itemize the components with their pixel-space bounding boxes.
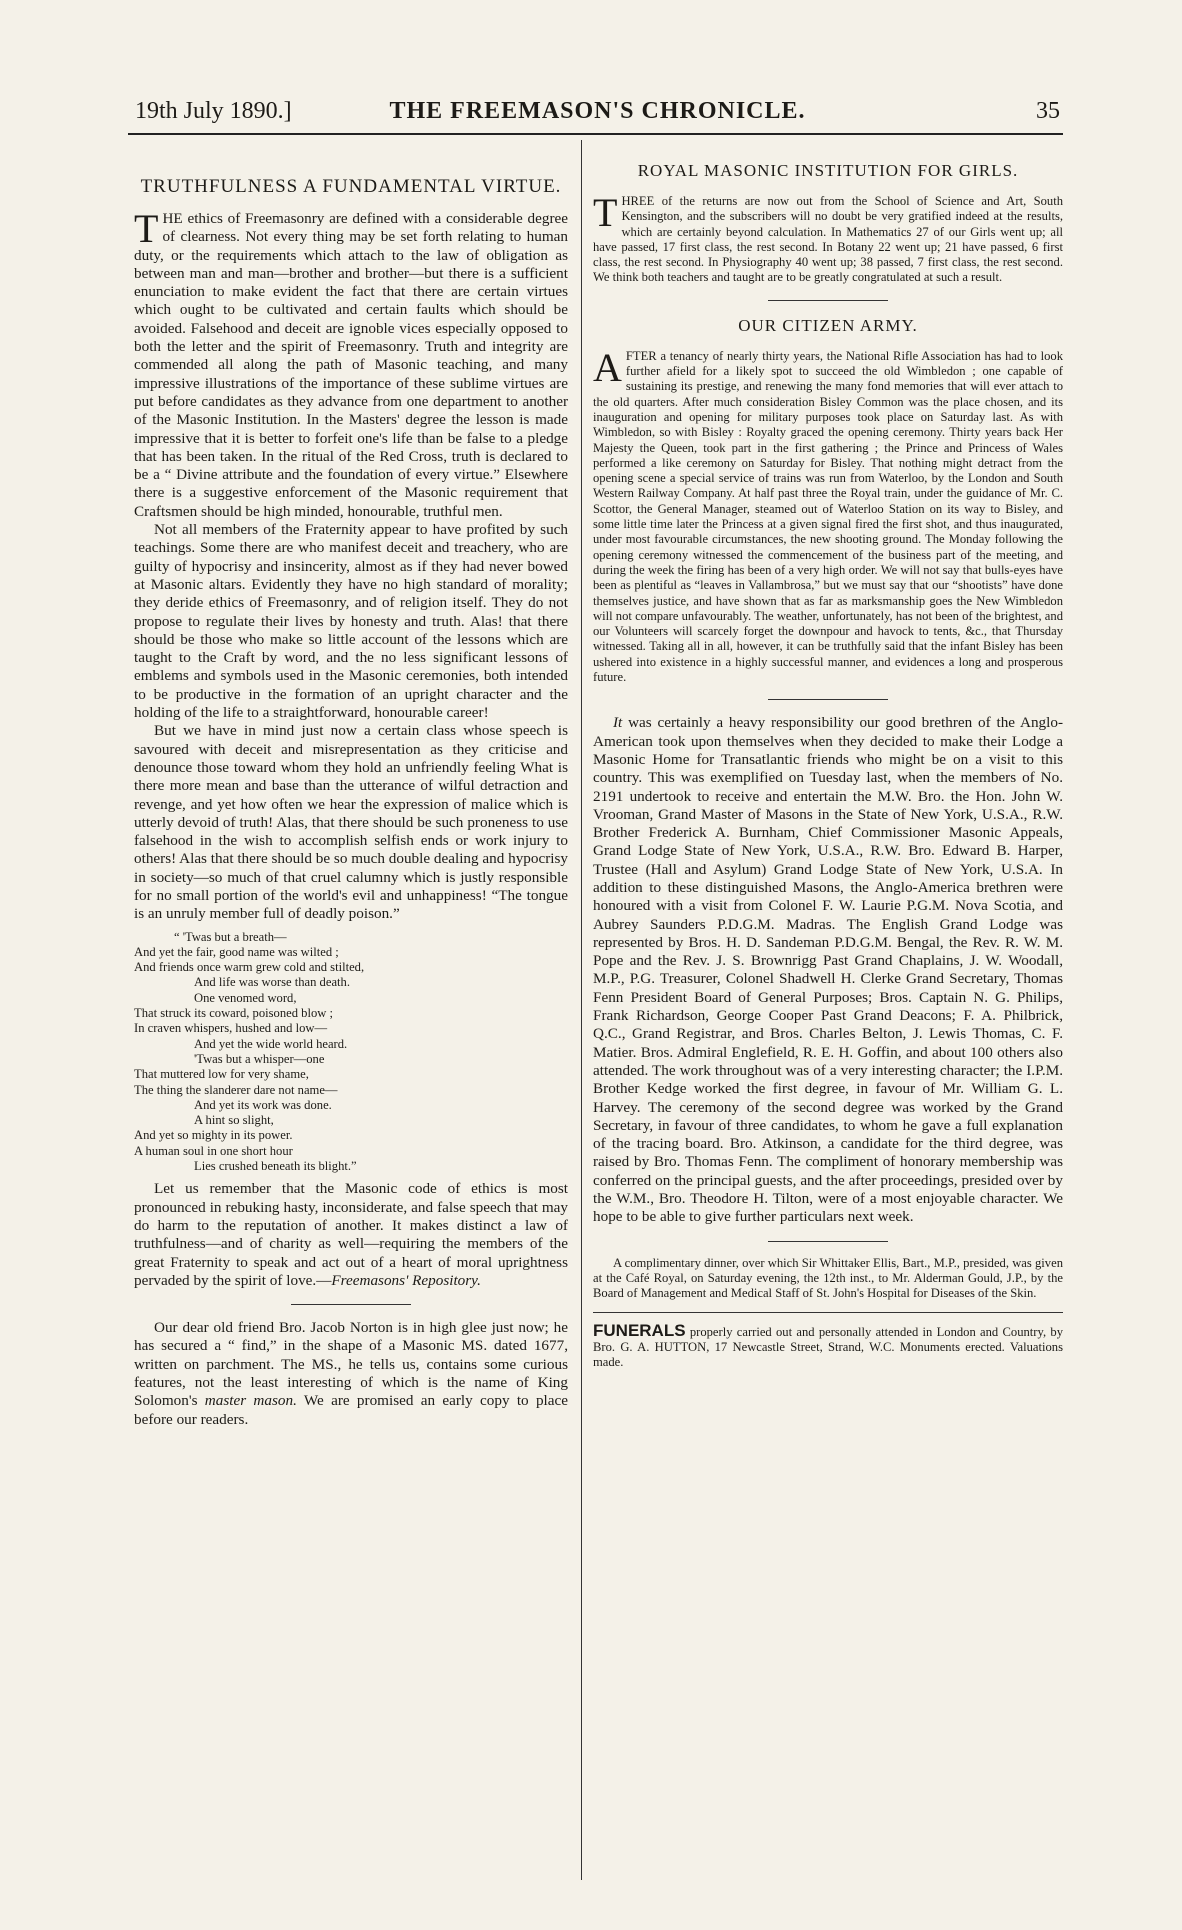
paragraph-text: Our dear old friend Bro. Jacob Norton is in high glee just now; he has secured a “ find,” in the shape of a Masonic MS. dated 1677, written on parchment. The MS., he tells us, contains some curious features, not the least interesting of which is the name of King Solomon's	[134, 1319, 568, 1410]
poem-line: The thing the slanderer dare not name—	[134, 1082, 338, 1097]
section-divider	[768, 1241, 888, 1242]
masthead	[135, 98, 1060, 138]
poem-line: And yet the fair, good name was wilted ;	[134, 944, 339, 959]
italic-text: It	[613, 714, 623, 732]
poem-line: One venomed word,	[194, 990, 297, 1005]
column-divider	[581, 140, 582, 1880]
poem	[134, 930, 568, 1175]
poem-line: And friends once warm grew cold and stilted,	[134, 960, 365, 975]
poem-line: And yet the wide world heard.	[194, 1036, 348, 1051]
poem-line: That struck its coward, poisoned blow ;	[134, 1006, 334, 1021]
right-column	[593, 160, 1063, 1370]
article-paragraph	[593, 190, 1063, 286]
drop-cap: T	[593, 190, 618, 235]
paragraph-text: FTER a tenancy of nearly thirty years, the National Rifle Association has had to look further afield for a likely spot to succeed the old Wimbledon ; one capable of sustaining its prestige, and renewing the many fond memories that will ever attach to the old quarters. After much consideration Bisley Common was the place chosen, and its inauguration and opening for military purposes took place on Saturday last. As with Wimbledon, so with Bisley : Royalty graced the opening ceremony. Thirty years back Her Majesty the Queen, took part in the first gathering ; the Prince and Princess of Wales performed a like ceremony on Saturday for Bisley. That nothing might detract from the opening scene a special service of trains was run from Waterloo, by the London and South Western Railway Company. At half past three the Royal train, under the guidance of Mr. C. Scottor, the General Manager, steamed out of Waterloo Station on its way to Bisley, and some little time later the Princess at a given signal fired the first shot, and thus inaugurated, under most favourable circumstances, the new shooting ground. The Monday following the opening ceremony witnessed the commencement of the business part of the meeting, and during the week the firing has been of a very high order. We will not say that bulls-eyes have been as plentiful as “leaves in Vallambrosa,” but we must say that our “shootists” have done themselves justice, and have shown that as far as marksmanship goes the New Wimbledon will not compare unfavourably. The weather, unfortunately, has not been of the brightest, and our Volunteers will scarcely forget the downpour and havock to tents, &c., that Thursday witnessed. Taking all in all, however, it can be truthfully said that the infant Bisley has been ushered into existence in a highly successful manner, and evidences a long and prosperous future.	[593, 348, 1063, 685]
article-title-girls-institution: ROYAL MASONIC INSTITUTION FOR GIRLS.	[637, 161, 1019, 180]
masthead-rule	[128, 133, 1063, 135]
italic-text: master mason.	[204, 1392, 297, 1410]
article-paragraph	[134, 206, 568, 521]
paragraph-text: HREE of the returns are now out from the School of Science and Art, South Kensington, and the subscribers will no doubt be very gratified indeed at the results, which are certainly beyond calculation. In Mathematics 27 of our Girls went up; all have passed, 17 first class, the rest second. In Botany 22 went up; 21 have passed, 6 first class, the rest second. In Physiography 40 went up; 38 passed, 7 first class, the rest second. We think both teachers and taught are to be greatly congratulated at such a result.	[593, 194, 1063, 285]
advert-text: properly carried out and personally attended in London and Country, by Bro. G. A. HUTTON, 17 Newcastle Street, Strand, W.C. Monuments erected. Valuations made.	[593, 1324, 1063, 1370]
poem-line: And yet so mighty in its power.	[134, 1128, 293, 1143]
funerals-advert	[593, 1320, 1063, 1371]
poem-line: A hint so slight,	[194, 1113, 274, 1128]
article-title-truthfulness: TRUTHFULNESS A FUNDAMENTAL VIRTUE.	[140, 176, 562, 197]
article-paragraph: Not all members of the Fraternity appear to have profited by such teachings. Some there are who manifest deceit and treachery, who are guilty of hypocrisy and insincerity, almost as if they had never bowed at Masonic altars. Evidently they have no high standard of morality; they deride ethics of Freemasonry, and of religion itself. They do not propose to regulate their lives by honesty and truth. Alas! that there should be those who make so little account of the lessons which are taught to the Craft by word, and the no less significant lessons of emblems and symbols used in the Masonic ceremonies, both intended to be productive in the formation of an upright character and the holding of the life to a straightforward, honourable career!	[134, 521, 568, 722]
article-paragraph	[134, 1180, 568, 1290]
poem-line: A human soul in one short hour	[134, 1143, 293, 1158]
advert-heading: FUNERALS	[593, 1320, 686, 1340]
paragraph-text: We are promised an early copy to place before our readers.	[134, 1392, 568, 1428]
paragraph-text: HE ethics of Freemasonry are defined with a considerable degree of clearness. Not every thing may be set forth relating to human duty, or the requirements which attach to the law of obligation as between man and man—brother and brother—but there is a sufficient enunciation to make evident the fact that there are certain virtues which ought to be cultivated and certain faults which should be avoided. Falsehood and deceit are ignoble vices especially opposed to both the letter and the spirit of Freemasonry. Truth and integrity are commended all along the path of Masonic teaching, and many impressive illustrations of the importance of these sublime virtues are put before candidates as they advance from one department to another of the Masonic Institution. In the Masters' degree the lesson is made impressive that it is better to forfeit one's life than be false to a pledge that has been taken. In the ritual of the Red Cross, truth is declared to be a “ Divine attribute and the foundation of every virtue.” Elsewhere there is a suggestive enforcement of the Masonic requirement that Craftsmen should be high minded, honourable, truthful men.	[134, 210, 568, 520]
poem-line: Lies crushed beneath its blight.”	[194, 1159, 357, 1174]
poem-line: In craven whispers, hushed and low—	[134, 1021, 328, 1036]
source-citation: Freemasons' Repository.	[331, 1271, 481, 1289]
poem-line: And yet its work was done.	[194, 1097, 332, 1112]
paragraph-text: Let us remember that the Masonic code of ethics is most pronounced in rebuking hasty, inconsiderate, and false speech that may do harm to the reputation of another. It makes distinct a law of truthfulness—and of charity as well—requiring the members of the great Fraternity to speak and act out of a heart of moral uprightness pervaded by the spirit of love.—	[134, 1180, 568, 1289]
article-paragraph	[593, 344, 1063, 686]
advert-rule	[593, 1312, 1063, 1313]
paragraph-text: was certainly a heavy responsibility our good brethren of the Anglo-American took upon themselves when they decided to make their Lodge a Masonic Home for Transatlantic friends who might be on a visit to this country. This was exemplified on Tuesday last, when the members of No. 2191 undertook to receive and entertain the M.W. Bro. the Hon. John W. Vrooman, Grand Master of Masons in the State of New York, U.S.A., R.W. Brother Frederick A. Burnham, Chief Commissioner Masonic Appeals, Grand Lodge State of New York, U.S.A., R.W. Bro. Edward B. Harper, Trustee (Hall and Asylum) Grand Lodge State of New York, U.S.A. In addition to these distinguished Masons, the Anglo-America brethren were honoured with a visit from Colonel F. W. Laurie P.G.M. Nova Scotia, and Aubrey Saunders P.D.G.M. Madras. The English Grand Lodge was represented by Bros. H. D. Sandeman P.D.G.M. Bengal, the Rev. R. W. M. Pope and the Rev. J. S. Brownrigg Past Grand Chaplains, J. W. Woodall, M.P., P.G. Treasurer, Colonel Shadwell H. Clerke Grand Secretary, Thomas Fenn President Board of General Purposes; Bros. Captain N. G. Philips, Frank Richardson, George Cooper Past Grand Deacons; F. A. Philbrick, Q.C., Grand Registrar, and Bros. Charles Belton, J. Lewis Thomas, C. F. Matier. Bros. Admiral Englefield, R. E. H. Goffin, and about 100 others also attended. The work throughout was of a very interesting character; the I.P.M. Brother Kedge worked the first degree, in favour of Mr. William G. L. Harvey. The ceremony of the second degree was worked by the Grand Secretary, in favour of three candidates, to whom he gave a full explanation of the tracing board. Bro. Atkinson, a candidate for the third degree, was raised by Bro. Thomas Fenn. The compliment of honorary membership was conferred on the principal guests, and the after proceedings, presided over by the W.M., Bro. Theodore H. Tilton, were of a most enjoyable character. We hope to be able to give further particulars next week.	[593, 714, 1063, 1226]
issue-date: 19th July 1890.]	[135, 98, 292, 124]
poem-line: And life was worse than death.	[194, 975, 350, 990]
article-paragraph: A complimentary dinner, over which Sir Whittaker Ellis, Bart., M.P., presided, was given at the Café Royal, on Saturday evening, the 12th inst., to Mr. Alderman Gould, J.P., by the Board of Management and Medical Staff of St. John's Hospital for Diseases of the Skin.	[593, 1255, 1063, 1301]
poem-line: 'Twas but a whisper—one	[194, 1051, 325, 1066]
section-divider	[291, 1304, 411, 1305]
poem-line: That muttered low for very shame,	[134, 1067, 309, 1082]
page-number: 35	[1036, 98, 1060, 124]
drop-cap: A	[593, 344, 622, 390]
article-paragraph	[593, 714, 1063, 1226]
section-divider	[768, 699, 888, 700]
poem-line: “ 'Twas but a breath—	[174, 929, 287, 944]
article-paragraph: But we have in mind just now a certain class whose speech is savoured with deceit and misrepresentation as they criticise and denounce those toward whom they hold an unfriendly feeling What is there more mean and base than the utterance of wilful detraction and revenge, and yet how often we hear the expression of malice which is utterly devoid of truth! Alas, that there should be such proneness to use falsehood in the wish to accomplish selfish ends or work injury to others! Alas that there should be so much double dealing and hypocrisy in society—so much of that cruel calumny which is justly responsible for no small portion of the world's evil and unhappiness! “The tongue is an unruly member full of deadly poison.”	[134, 722, 569, 923]
left-column	[134, 176, 568, 1429]
article-paragraph	[134, 1319, 568, 1429]
publication-title: THE FREEMASON'S CHRONICLE.	[389, 98, 806, 124]
article-title-citizen-army: OUR CITIZEN ARMY.	[738, 315, 918, 335]
drop-cap: T	[134, 206, 159, 251]
section-divider	[768, 300, 888, 301]
